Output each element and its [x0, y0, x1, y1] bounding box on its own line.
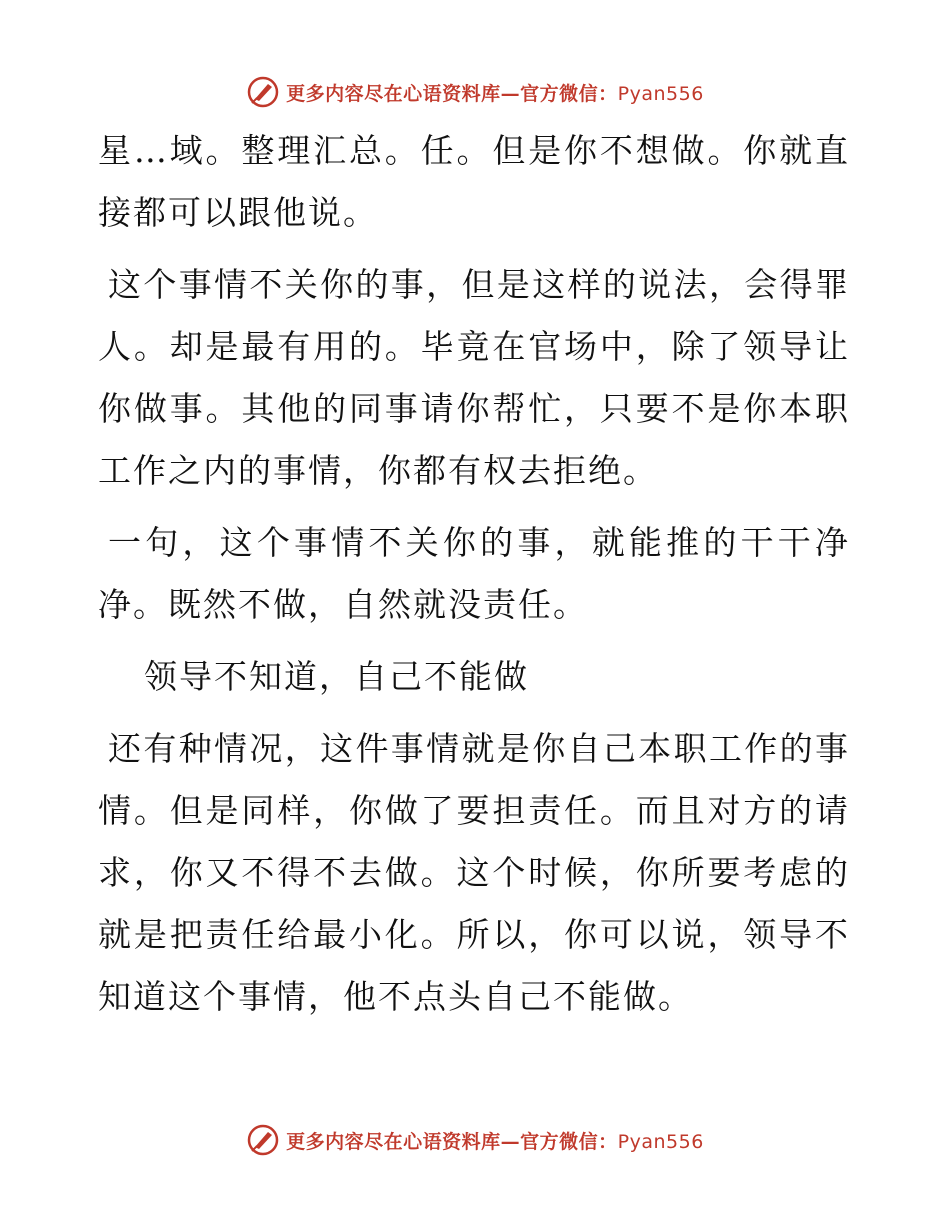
watermark-id: Pyan556 [617, 1130, 704, 1153]
header-watermark [0, 72, 950, 112]
paragraph-1: 星…域。整理汇总。任。但是你不想做。你就直接都可以跟他说。 [98, 131, 850, 232]
watermark-id: Pyan556 [617, 82, 704, 105]
watermark-text: 更多内容尽在心语资料库—官方微信：Pyan556 [286, 82, 704, 105]
paragraph-4: 还有种情况，这件事情就是你自己本职工作的事情。但是同样，你做了要担责任。而且对方的请求，你又不得不去做。这个时候，你所要考虑的就是把责任给最小化。所以，你可以说，领导不知道这个事情，他不点头自己不能做。 [98, 729, 850, 1016]
paragraph-3: 一句，这个事情不关你的事，就能推的干干净净。既然不做，自然就没责任。 [98, 523, 850, 624]
quill-circle-icon [246, 1123, 280, 1157]
footer-watermark [0, 1120, 950, 1160]
paragraph-2: 这个事情不关你的事，但是这样的说法，会得罪人。却是最有用的。毕竟在官场中，除了领导让你做事。其他的同事请你帮忙，只要不是你本职工作之内的事情，你都有权去拒绝。 [98, 265, 850, 490]
section-heading: 领导不知道，自己不能做 [144, 657, 529, 696]
quill-circle-icon [246, 75, 280, 109]
document-body [98, 120, 850, 1038]
watermark-text: 更多内容尽在心语资料库—官方微信：Pyan556 [286, 1130, 704, 1153]
